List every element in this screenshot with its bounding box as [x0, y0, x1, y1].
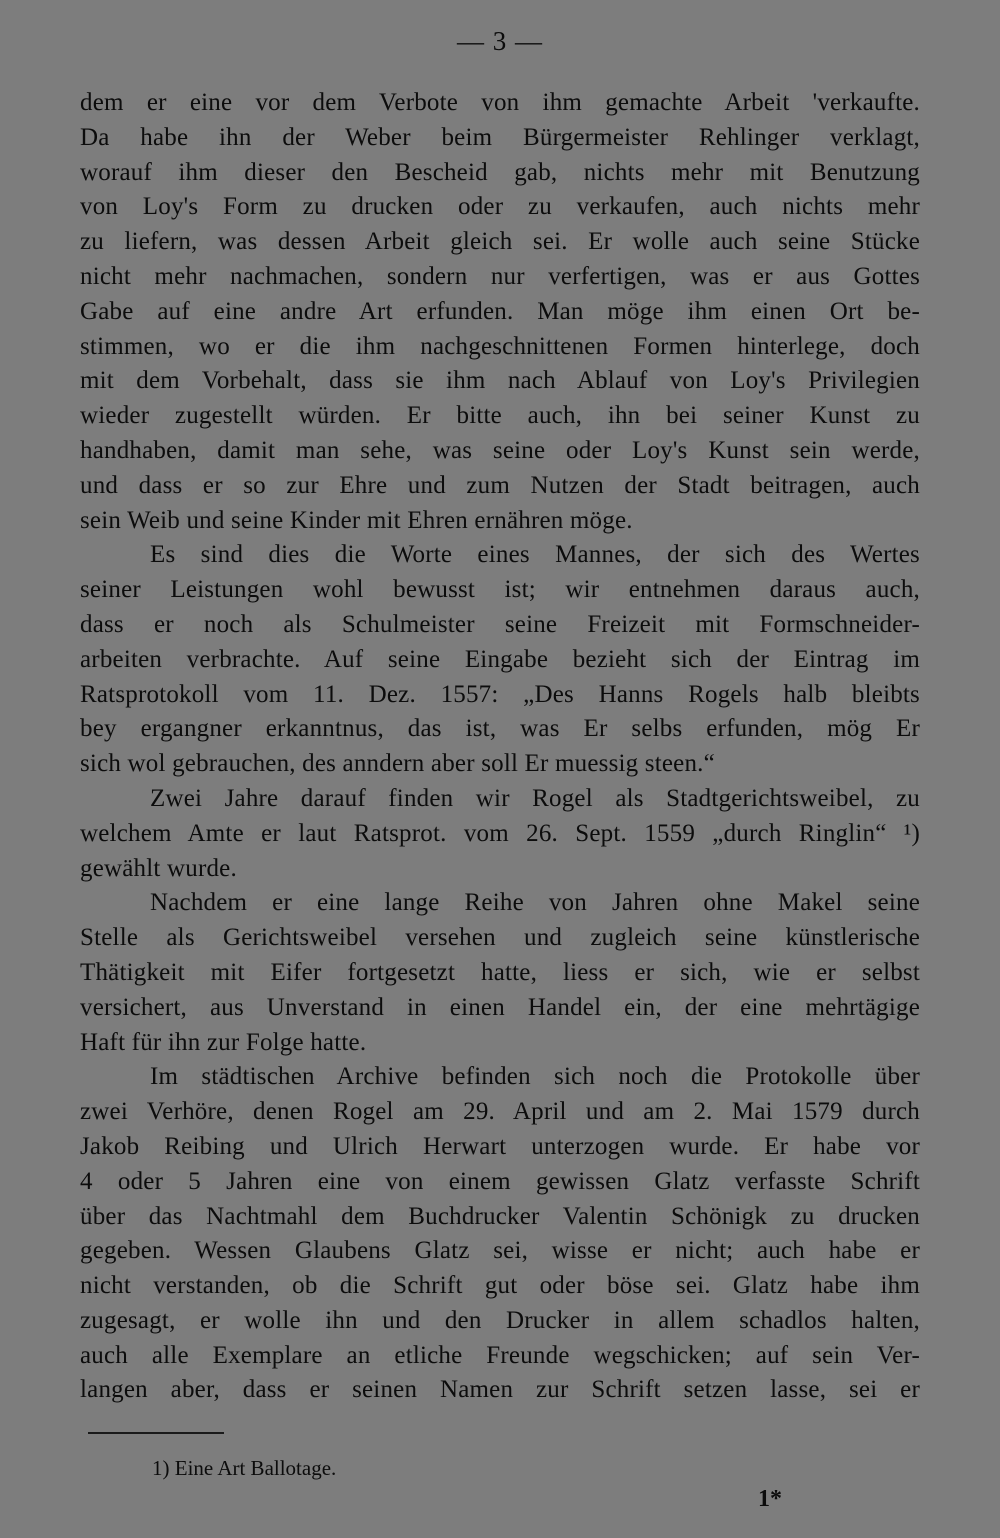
text-line: Jakob Reibing und Ulrich Herwart unterzogen wurde. Er habe vor [80, 1132, 920, 1160]
text-line: langen aber, dass er seinen Namen zur Schrift setzen lasse, sei er [80, 1376, 920, 1404]
paragraph [80, 782, 920, 886]
text-line: dass er noch als Schulmeister seine Freizeit mit Formschneider- [80, 610, 920, 638]
text-line: von Loy's Form zu drucken oder zu verkaufen, auch nichts mehr [80, 193, 920, 221]
text-line: Ratsprotokoll vom 11. Dez. 1557: „Des Hanns Rogels halb bleibts [80, 680, 920, 708]
text-line: versichert, aus Unverstand in einen Handel ein, der eine mehrtägige [80, 993, 920, 1021]
text-line: wieder zugestellt würden. Er bitte auch, ihn bei seiner Kunst zu [80, 402, 920, 430]
text-line: Zwei Jahre darauf finden wir Rogel als Stadtgerichtsweibel, zu [150, 784, 920, 812]
signature-mark: 1* [758, 1486, 782, 1512]
text-line: 4 oder 5 Jahren eine von einem gewissen Glatz verfasste Schrift [80, 1167, 920, 1195]
text-line: Im städtischen Archive befinden sich noch die Protokolle über [150, 1063, 920, 1091]
text-line: sich wol gebrauchen, des anndern aber soll Er muessig steen.“ [80, 750, 715, 778]
text-line: zugesagt, er wolle ihn und den Drucker in allem schadlos halten, [80, 1306, 920, 1334]
text-line: Es sind dies die Worte eines Mannes, der sich des Wertes [150, 541, 920, 569]
text-line: Haft für ihn zur Folge hatte. [80, 1028, 367, 1056]
text-line: arbeiten verbrachte. Auf seine Eingabe bezieht sich der Eintrag im [80, 645, 920, 673]
text-line: Da habe ihn der Weber beim Bürgermeister Rehlinger verklagt, [80, 123, 920, 151]
page-number: — 3 — [457, 26, 543, 56]
text-line: gewählt wurde. [80, 854, 237, 882]
paragraph [80, 886, 920, 1060]
text-line: welchem Amte er laut Ratsprot. vom 26. Sept. 1559 „durch Ringlin“ ¹) [80, 819, 920, 847]
text-line: und dass er so zur Ehre und zum Nutzen der Stadt beitragen, auch [80, 471, 920, 499]
paragraph [80, 86, 920, 538]
text-line: handhaben, damit man sehe, was seine oder Loy's Kunst sein werde, [80, 436, 920, 464]
text-line: Stelle als Gerichtsweibel versehen und zugleich seine künstlerische [80, 924, 920, 952]
text-line: auch alle Exemplare an etliche Freunde wegschicken; auf sein Ver- [80, 1341, 920, 1369]
text-line: mit dem Vorbehalt, dass sie ihm nach Ablauf von Loy's Privilegien [80, 367, 920, 395]
paragraph [80, 538, 920, 782]
text-line: Gabe auf eine andre Art erfunden. Man möge ihm einen Ort be- [80, 297, 920, 325]
text-line: Thätigkeit mit Eifer fortgesetzt hatte, liess er sich, wie er selbst [80, 958, 920, 986]
text-line: sein Weib und seine Kinder mit Ehren ernähren möge. [80, 506, 633, 534]
footnote: 1) Eine Art Ballotage. [152, 1456, 337, 1480]
text-line: zwei Verhöre, denen Rogel am 29. April und am 2. Mai 1579 durch [80, 1098, 920, 1126]
text-line: seiner Leistungen wohl bewusst ist; wir entnehmen daraus auch, [80, 576, 920, 604]
text-line: worauf ihm dieser den Bescheid gab, nichts mehr mit Benutzung [80, 158, 920, 186]
text-line: dem er eine vor dem Verbote von ihm gemachte Arbeit 'verkaufte. [80, 89, 920, 116]
text-line: über das Nachtmahl dem Buchdrucker Valentin Schönigk zu drucken [80, 1202, 920, 1230]
text-line: nicht verstanden, ob die Schrift gut oder böse sei. Glatz habe ihm [80, 1272, 920, 1300]
text-line: zu liefern, was dessen Arbeit gleich sei. Er wolle auch seine Stücke [80, 228, 920, 256]
footnote-rule [88, 1432, 224, 1434]
text-line: gegeben. Wessen Glaubens Glatz sei, wisse er nicht; auch habe er [80, 1237, 920, 1265]
text-line: bey ergangner erkanntnus, das ist, was Er selbs erfunden, mög Er [80, 715, 920, 743]
text-line: nicht mehr nachmachen, sondern nur verfertigen, was er aus Gottes [80, 262, 920, 290]
body-text [80, 86, 920, 1408]
text-line: stimmen, wo er die ihm nachgeschnittenen Formen hinterlege, doch [80, 332, 920, 360]
paragraph [80, 1060, 920, 1408]
text-line: Nachdem er eine lange Reihe von Jahren ohne Makel seine [150, 889, 920, 917]
